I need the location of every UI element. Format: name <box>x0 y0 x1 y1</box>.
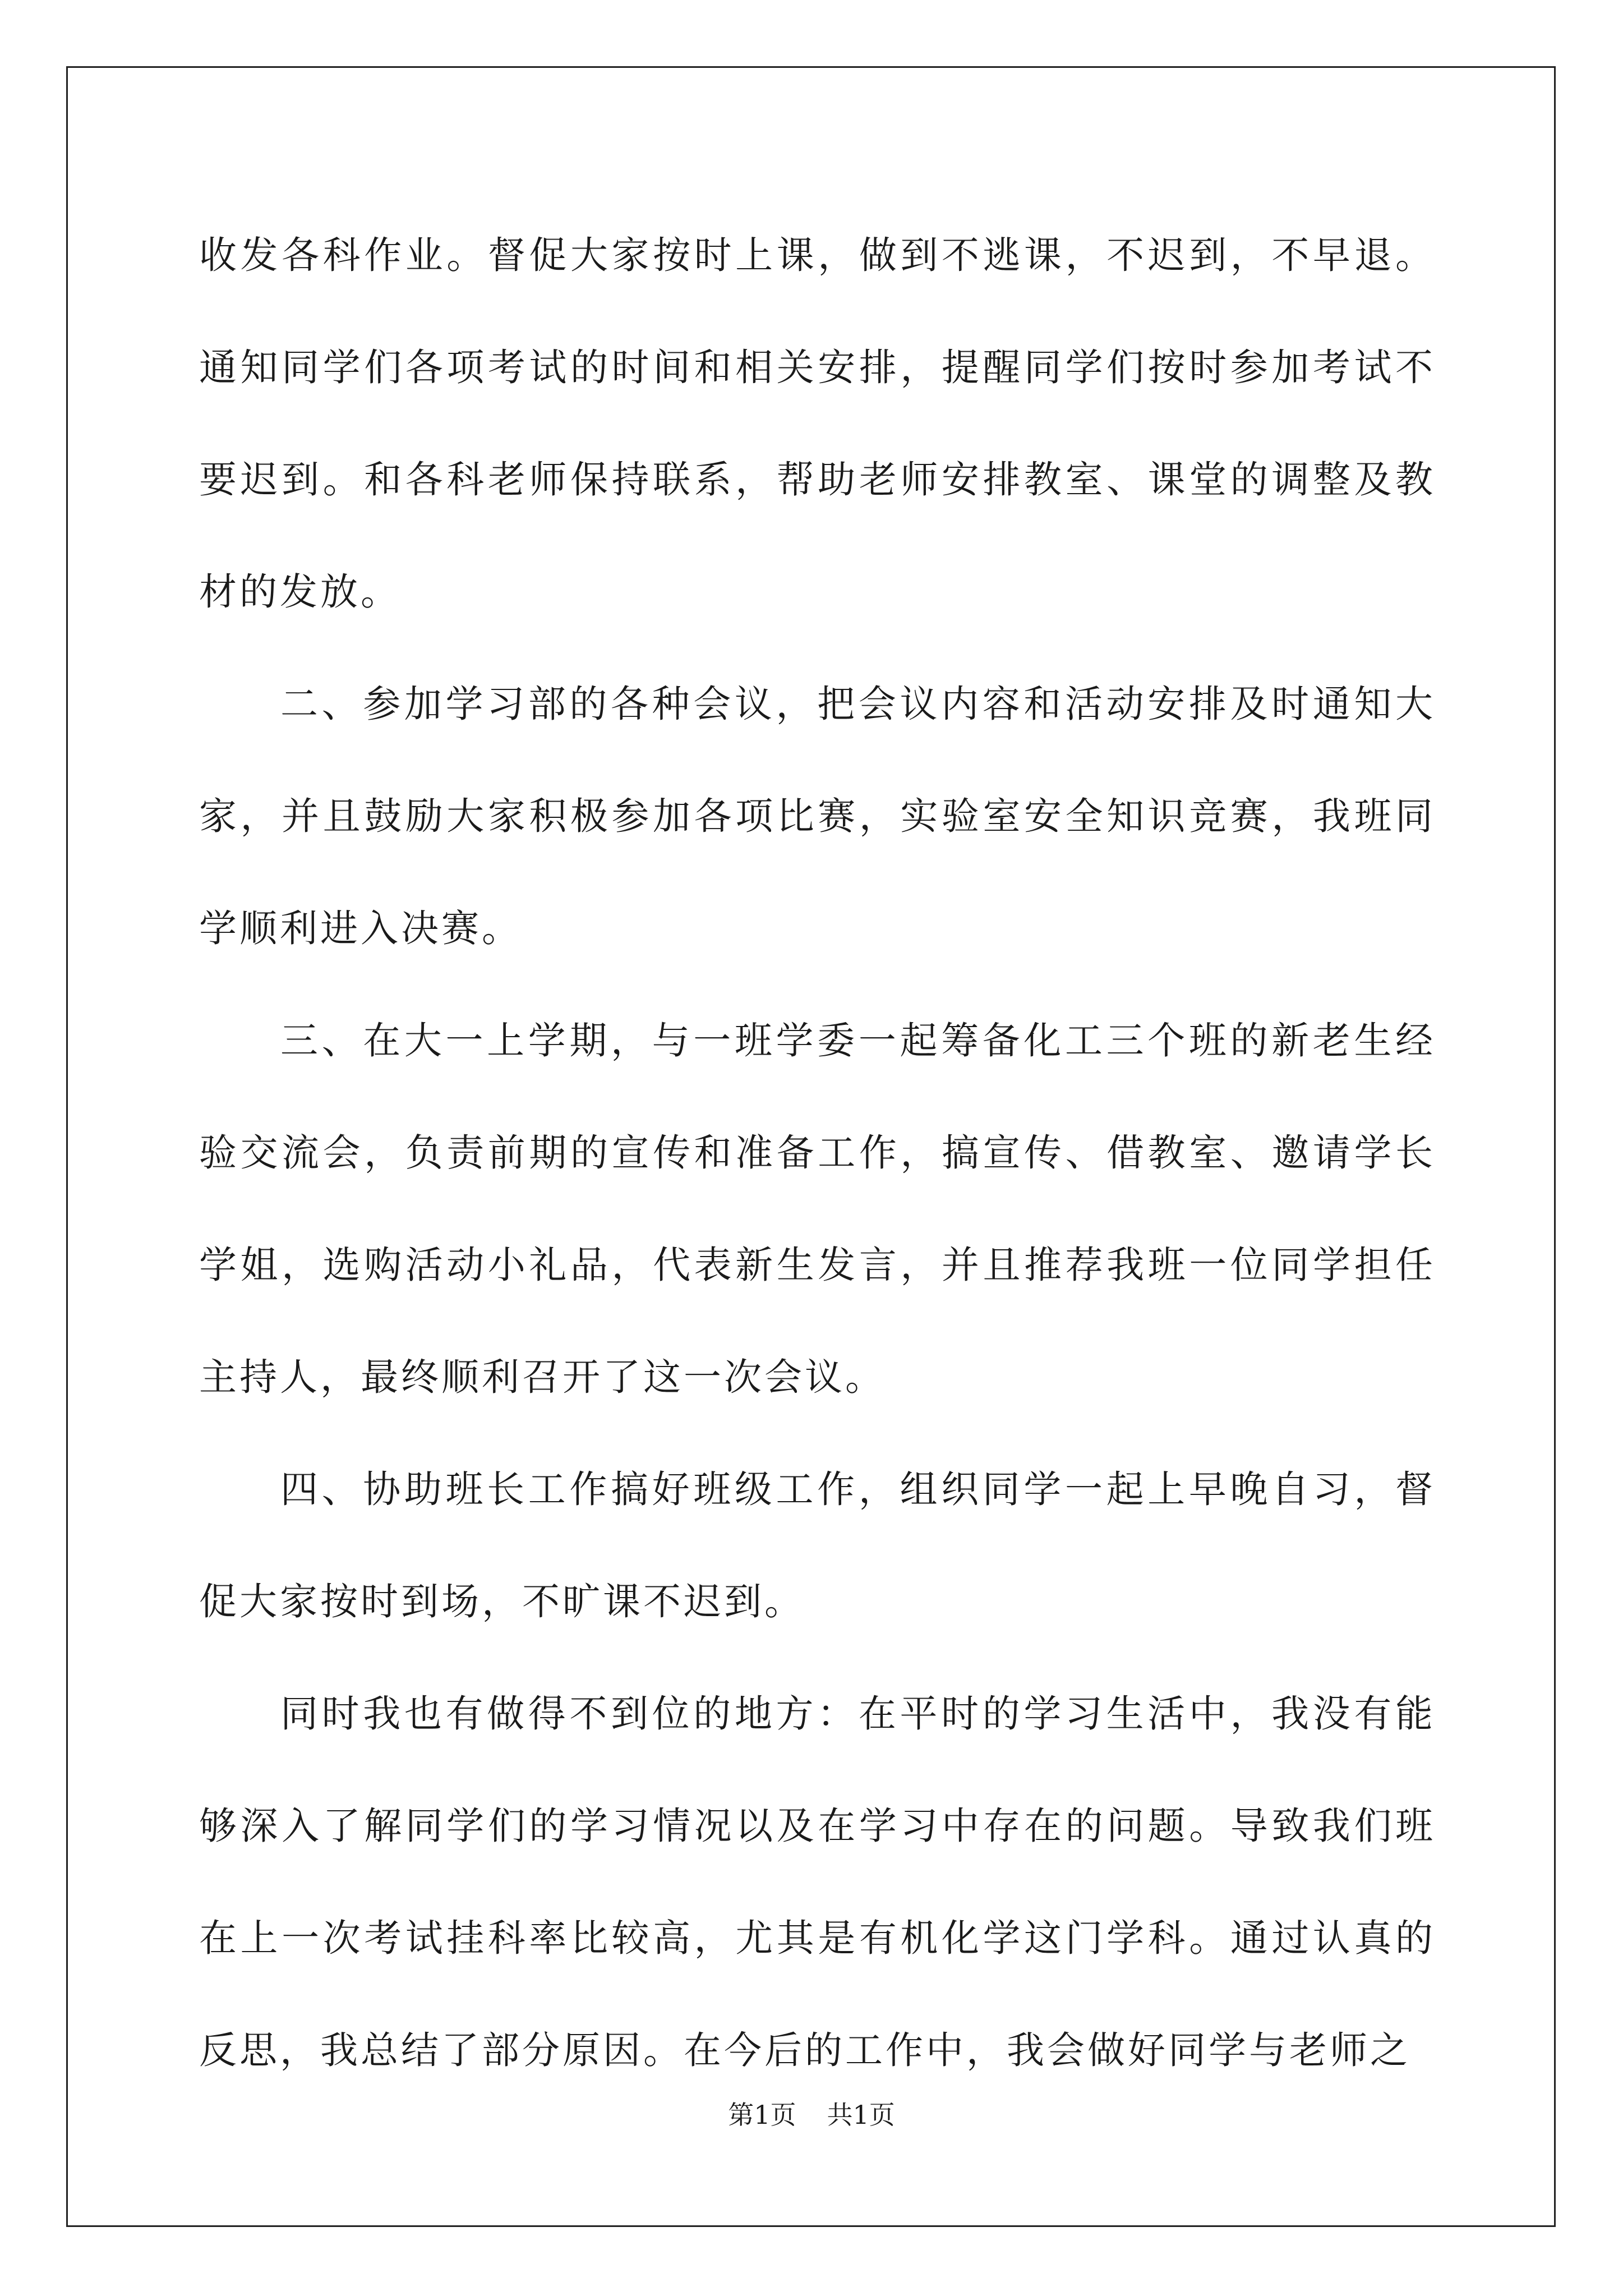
page-total: 共1页 <box>827 2100 895 2130</box>
paragraph: 收发各科作业。督促大家按时上课，做到不逃课，不迟到，不早退。通知同学们各项考试的时间和相关安排，提醒同学们按时参加考试不要迟到。和各科老师保持联系，帮助老师安排教室、课堂的调整及教材的发放。 <box>199 233 1436 614</box>
paragraph: 二、参加学习部的各种会议，把会议内容和活动安排及时通知大家，并且鼓励大家积极参加各项比赛，实验室安全知识竞赛，我班同学顺利进入决赛。 <box>199 682 1436 950</box>
page-number: 第1页 <box>728 2100 796 2130</box>
page-footer <box>0 2098 1623 2132</box>
paragraph: 同时我也有做得不到位的地方：在平时的学习生活中，我没有能够深入了解同学们的学习情况以及在学习中存在的问题。导致我们班在上一次考试挂科率比较高，尤其是有机化学这门学科。通过认真的反思，我总结了部分原因。在今后的工作中，我会做好同学与老师之 <box>199 1692 1436 2072</box>
paragraph: 三、在大一上学期，与一班学委一起筹备化工三个班的新老生经验交流会，负责前期的宣传和准备工作，搞宣传、借教室、邀请学长学姐，选购活动小礼品，代表新生发言，并且推荐我班一位同学担任主持人，最终顺利召开了这一次会议。 <box>199 1019 1436 1399</box>
document-body <box>199 199 1436 2106</box>
paragraph: 四、协助班长工作搞好班级工作，组织同学一起上早晚自习，督促大家按时到场，不旷课不迟到。 <box>199 1467 1436 1623</box>
